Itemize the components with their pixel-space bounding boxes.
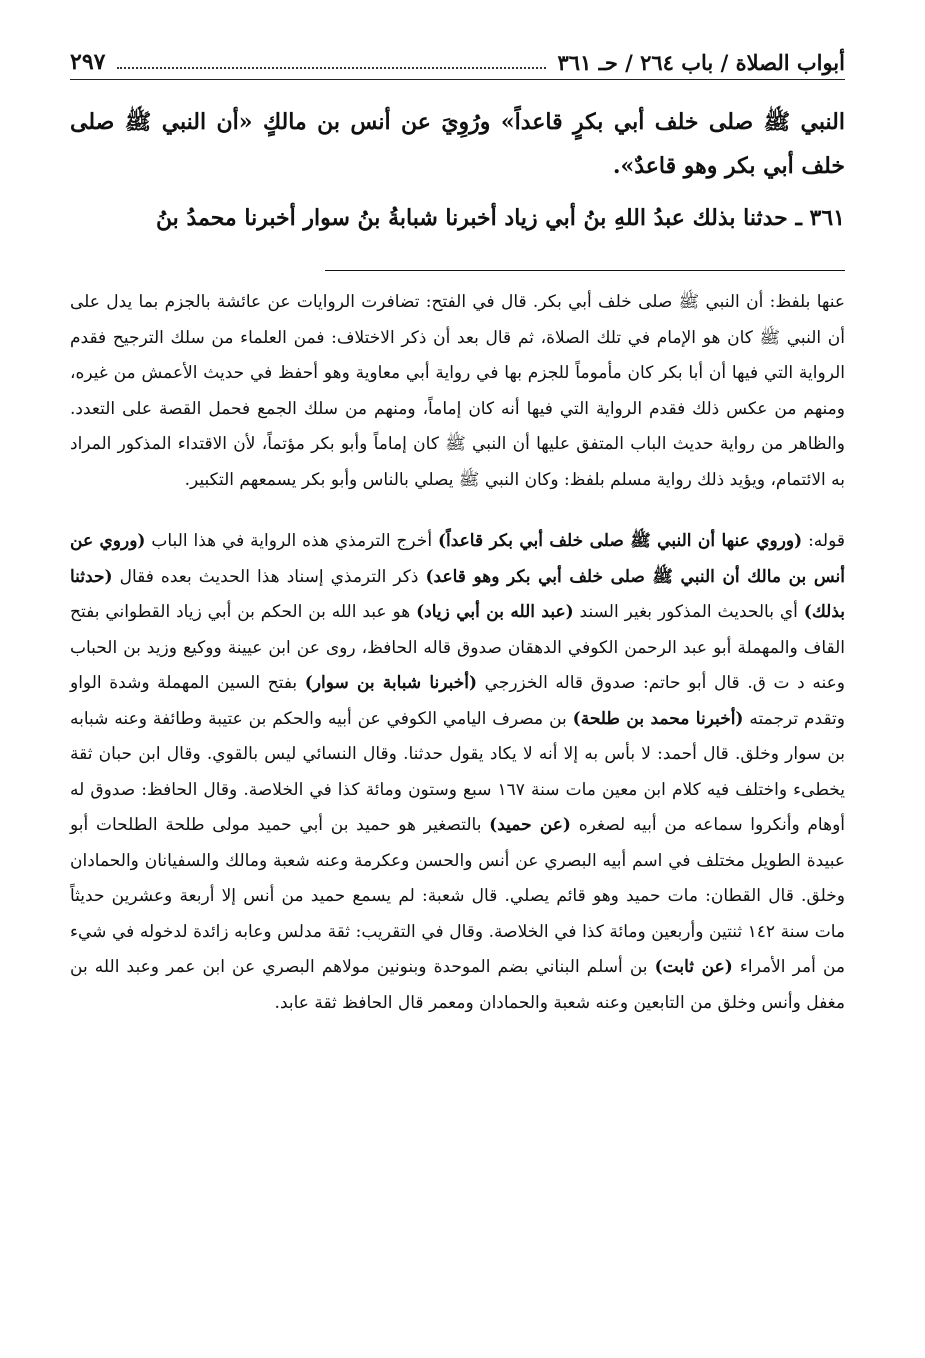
quoted-lemma: (وروي عن أنس بن مالك أن النبي ﷺ صلى خلف أبي بكر وهو قاعد) xyxy=(70,531,845,587)
quoted-lemma: (حدثنا بذلك) xyxy=(70,566,846,622)
commentary-text: بن مصرف اليامي الكوفي عن أبيه والحكم بن عتيبة وطائفة وعنه شبابه بن سوار وخلق. قال أحمد: لا بأس به إلا أنه لا يكاد يقول حدثنا. وقال النسائي ليس بالقوي. وقال ابن حبان ثقة يخطىء واختلف فيه كلام ابن معين مات سنة ١٦٧ سبع وستون ومائة كذا في الخلاصة. وقال الحافظ: صدوق له أوهام وأنكروا سماعه من أبيه لصغره xyxy=(70,708,846,835)
running-header xyxy=(70,40,845,80)
commentary xyxy=(70,285,845,1021)
book-page xyxy=(70,40,845,1340)
quoted-lemma: (وروي عنها أن النبي ﷺ صلى خلف أبي بكر قاعداً) xyxy=(437,531,803,551)
commentary-text: قوله: xyxy=(802,531,846,551)
commentary-paragraph-1: عنها بلفظ: أن النبي ﷺ صلى خلف أبي بكر. قال في الفتح: تضافرت الروايات عن عائشة بالجزم بما يدل على أن النبي ﷺ كان هو الإمام في تلك الصلاة، ثم قال بعد أن ذكر الاختلاف: فمن العلماء من سلك الترجيح فقدم الرواية التي فيها أن أبا بكر كان مأموماً للجزم بها في رواية أبي معاوية وهو أحفظ في حديث الأعمش من غيره، ومنهم من عكس ذلك فقدم الرواية التي فيها أنه كان إماماً، ومنهم من سلك الجمع فحمل القصة على التعدد. والظاهر من رواية حديث الباب المتفق عليها أن النبي ﷺ كان إماماً وأبو بكر مؤتماً، لأن الاقتداء المذكور المراد به الائتمام، ويؤيد ذلك رواية مسلم بلفظ: وكان النبي ﷺ يصلي بالناس وأبو بكر يسمعهم التكبير. xyxy=(70,292,845,490)
page-number: ٢٩٧ xyxy=(70,49,106,75)
commentary-text: أخرج الترمذي هذه الرواية في هذا الباب xyxy=(145,531,438,551)
commentary-text: ذكر الترمذي إسناد هذا الحديث بعده فقال xyxy=(112,566,426,587)
quoted-lemma: (عن ثابت) xyxy=(654,957,733,977)
header-title: أبواب الصلاة / باب ٢٦٤ / حـ ٣٦١ xyxy=(557,50,845,75)
commentary-text: بالتصغير هو حميد بن أبي حميد مولى طلحة الطلحات أبو عبيدة الطويل مختلف في اسم أبيه البصري عن أنس والحسن وعكرمة وعنه شعبة ومالك والسفيانان والحمادان وخلق. قال القطان: مات حميد وهو قائم يصلي. قال شعبة: لم يسمع حميد من أنس إلا أربعة وعشرين حديثاً مات سنة ١٤٢ ثنتين وأربعين ومائة كذا في الخلاصة. وقال في التقريب: ثقة مدلس وعابه زائدة لدخوله في شيء من أمر الأمراء xyxy=(70,815,846,977)
commentary-text: هو عبد الله بن الحكم بن أبي زياد القطواني بفتح القاف والمهملة أبو عبد الرحمن الكوفي الدهقان صدوق قاله الحافظ، روى عن ابن عيينة ووكيع وزيد بن الحباب وعنه د ت ق. قال أبو حاتم: صدوق قاله الخزرجي xyxy=(70,602,845,693)
quoted-lemma: (أخبرنا شبابة بن سوار) xyxy=(304,673,478,693)
commentary-text: بن أسلم البناني بضم الموحدة وبنونين مولاهم البصري عن ابن عمر وعبد الله بن مغفل وأنس وخلق من التابعين وعنه شعبة والحمادان ومعمر قال الحافظ ثقة عابد. xyxy=(70,957,845,1013)
main-text xyxy=(70,100,845,240)
main-paragraph-1: النبي ﷺ صلى خلف أبي بكرٍ قاعداً» ورُوِيَ عن أنس بن مالكٍ «أن النبي ﷺ صلى خلف أبي بكر وهو قاعدٌ». xyxy=(70,109,845,179)
commentary-text: أي بالحديث المذكور بغير السند xyxy=(573,602,804,622)
quoted-lemma: (عن حميد) xyxy=(489,815,571,835)
header-dot-leader xyxy=(117,67,545,69)
hadith-361-isnad: ٣٦١ ـ حدثنا بذلك عبدُ اللهِ بنُ أبي زياد أخبرنا شبابةُ بنُ سوار أخبرنا محمدُ بنُ xyxy=(155,205,845,231)
quoted-lemma: (عبد الله بن أبي زياد) xyxy=(416,602,574,622)
footnote-separator xyxy=(325,270,845,271)
commentary-text: بفتح السين المهملة وشدة الواو وتقدم ترجمته xyxy=(70,673,845,729)
quoted-lemma: (أخبرنا محمد بن طلحة) xyxy=(572,708,744,729)
commentary-paragraph-2 xyxy=(70,524,845,1021)
